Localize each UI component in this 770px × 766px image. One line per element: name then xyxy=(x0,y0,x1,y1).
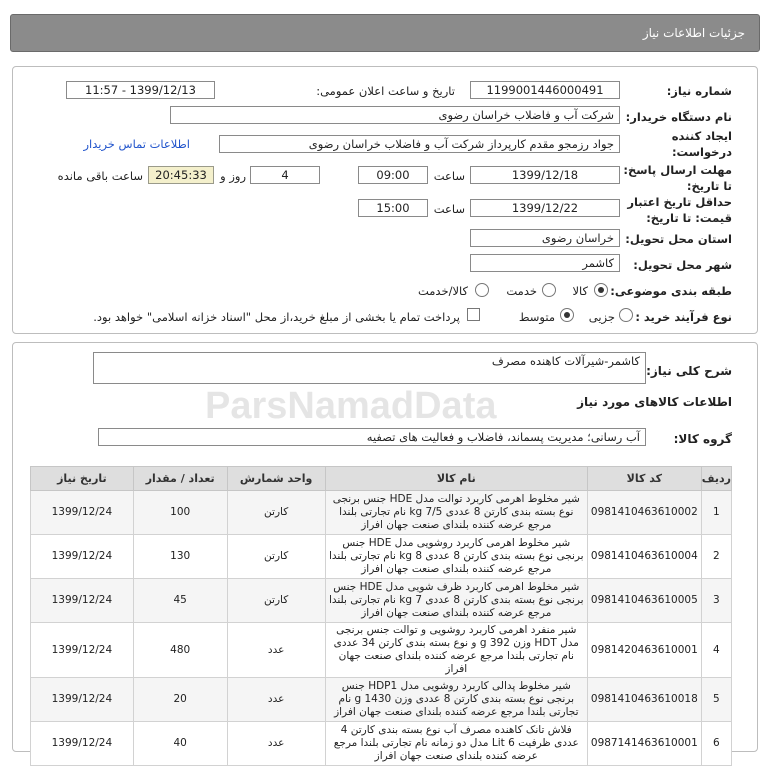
cell-name: شیر مخلوط اهرمی کاربرد توالت مدل HDE جنس برنجی نوع بسته بندی کارتن 8 عددی kg 7/5 نام تجارتی بلندا مرجع عرضه کننده بلندای صنعت جهان افراز xyxy=(325,491,587,535)
category-radio-goods-service[interactable] xyxy=(475,283,489,297)
items-section-title: اطلاعات کالاهای مورد نیاز xyxy=(577,395,732,409)
cell-row: 5 xyxy=(701,678,731,722)
days-field: 4 xyxy=(250,166,320,184)
goods-group-label: گروه کالا: xyxy=(673,432,732,446)
table-row[interactable] xyxy=(31,678,732,722)
table-row[interactable] xyxy=(31,623,732,678)
validity-label: حداقل تاریخ اعتبار xyxy=(627,195,732,209)
province-label: استان محل تحویل: xyxy=(625,232,732,246)
goods-group-field: آب رسانی؛ مدیریت پسماند، فاضلاب و فعالیت های تصفیه xyxy=(98,428,646,446)
deadline-time-field: 09:00 xyxy=(358,166,428,184)
remaining-time-field: 20:45:33 xyxy=(148,166,214,184)
table-row[interactable] xyxy=(31,535,732,579)
creator-field: جواد رزمجو مقدم کارپرداز شرکت آب و فاضلاب خراسان رضوی xyxy=(219,135,620,153)
cell-code: 0981410463610002 xyxy=(587,491,701,535)
province-field: خراسان رضوی xyxy=(470,229,620,247)
page-header xyxy=(10,14,760,52)
process-option-medium: متوسط xyxy=(518,310,555,324)
buyer-field: شرکت آب و فاضلاب خراسان رضوی xyxy=(170,106,620,124)
cell-row: 3 xyxy=(701,579,731,623)
col-date: تاریخ نیاز xyxy=(31,467,134,491)
table-row[interactable] xyxy=(31,491,732,535)
cell-unit: کارتن xyxy=(227,535,325,579)
treasury-payment-note: پرداخت تمام یا بخشی از مبلغ خرید،از محل "اسناد خزانه اسلامی" خواهد بود. xyxy=(93,310,460,324)
cell-date: 1399/12/24 xyxy=(31,491,134,535)
cell-date: 1399/12/24 xyxy=(31,579,134,623)
remaining-label: ساعت باقی مانده xyxy=(57,169,143,183)
validity-time-field: 15:00 xyxy=(358,199,428,217)
buyer-label: نام دستگاه خریدار: xyxy=(625,110,732,124)
need-number-label: شماره نیاز: xyxy=(666,84,732,98)
cell-row: 1 xyxy=(701,491,731,535)
cell-unit: کارتن xyxy=(227,491,325,535)
deadline-label: مهلت ارسال پاسخ: xyxy=(623,163,732,177)
deadline-label-2: تا تاریخ: xyxy=(686,179,732,193)
summary-field: کاشمر-شیرآلات کاهنده مصرف xyxy=(93,352,646,384)
page-title: جزئیات اطلاعات نیاز xyxy=(642,26,745,40)
cell-unit: عدد xyxy=(227,623,325,678)
cell-date: 1399/12/24 xyxy=(31,678,134,722)
cell-name: شیر مخلوط اهرمی کاربرد ظرف شویی مدل HDE جنس برنجی نوع بسته بندی کارتن 8 عددی kg 7 نام تجارتی بلندا مرجع عرضه کننده بلندای صنعت جهان افراز xyxy=(325,579,587,623)
cell-row: 4 xyxy=(701,623,731,678)
category-radio-goods[interactable] xyxy=(594,283,608,297)
validity-time-label: ساعت xyxy=(433,202,465,216)
category-label: طبقه بندی موضوعی: xyxy=(610,284,732,298)
cell-name: شیر مخلوط اهرمی کاربرد روشویی مدل HDE جنس برنجی نوع بسته بندی کارتن 8 عددی kg 8 نام تجارتی بلندا مرجع عرضه کننده بلندای صنعت جهان افراز xyxy=(325,535,587,579)
cell-name: شیر مخلوط پدالی کاربرد روشویی مدل HDP1 جنس برنجی نوع بسته بندی کارتن 8 عددی وزن 1430 g نام تجارتی بلندا مرجع عرضه کننده بلندای صنعت جهان افراز xyxy=(325,678,587,722)
cell-name: شیر منفرد اهرمی کاربرد روشویی و توالت جنس برنجی مدل HDT وزن g 392 و نوع بسته بندی کارتن 34 عددی نام تجارتی بلندا مرجع عرضه کننده بلندای صنعت جهان افراز xyxy=(325,623,587,678)
category-option-service: خدمت xyxy=(506,284,537,298)
col-row: ردیف xyxy=(701,467,731,491)
contact-buyer-link[interactable]: اطلاعات تماس خریدار xyxy=(83,137,190,151)
validity-label-2: قیمت: تا تاریخ: xyxy=(646,211,732,225)
process-radio-minor[interactable] xyxy=(619,308,633,322)
process-option-minor: جزیی xyxy=(588,310,615,324)
category-option-goods-service: کالا/خدمت xyxy=(417,284,468,298)
process-label: نوع فرآیند خرید : xyxy=(635,310,732,324)
cell-code: 0981410463610018 xyxy=(587,678,701,722)
items-table xyxy=(30,466,732,766)
col-qty: تعداد / مقدار xyxy=(133,467,227,491)
city-field: کاشمر xyxy=(470,254,620,272)
cell-unit: عدد xyxy=(227,722,325,766)
days-label: روز و xyxy=(220,169,246,183)
cell-qty: 480 xyxy=(133,623,227,678)
cell-code: 0981410463610004 xyxy=(587,535,701,579)
cell-qty: 20 xyxy=(133,678,227,722)
col-code: کد کالا xyxy=(587,467,701,491)
cell-row: 2 xyxy=(701,535,731,579)
cell-code: 0987141463610001 xyxy=(587,722,701,766)
cell-code: 0981420463610001 xyxy=(587,623,701,678)
creator-label-2: درخواست: xyxy=(671,145,732,159)
cell-date: 1399/12/24 xyxy=(31,623,134,678)
table-row[interactable] xyxy=(31,579,732,623)
cell-qty: 45 xyxy=(133,579,227,623)
treasury-payment-checkbox[interactable] xyxy=(467,308,480,321)
col-unit: واحد شمارش xyxy=(227,467,325,491)
cell-date: 1399/12/24 xyxy=(31,722,134,766)
table-row[interactable] xyxy=(31,722,732,766)
cell-unit: عدد xyxy=(227,678,325,722)
process-radio-medium[interactable] xyxy=(560,308,574,322)
cell-unit: کارتن xyxy=(227,579,325,623)
cell-qty: 100 xyxy=(133,491,227,535)
table-header-row xyxy=(31,467,732,491)
cell-qty: 40 xyxy=(133,722,227,766)
summary-label: شرح کلی نیاز: xyxy=(646,364,732,378)
cell-code: 0981410463610005 xyxy=(587,579,701,623)
category-radio-service[interactable] xyxy=(542,283,556,297)
cell-row: 6 xyxy=(701,722,731,766)
cell-name: فلاش تانک کاهنده مصرف آب نوع بسته بندی کارتن 4 عددی ظرفیت Lit 6 مدل دو زمانه نام تجارتی بلندا مرجع عرضه کننده بلندای صنعت جهان افراز xyxy=(325,722,587,766)
cell-date: 1399/12/24 xyxy=(31,535,134,579)
announce-field: 1399/12/13 - 11:57 xyxy=(66,81,215,99)
need-number-field: 1199001446000491 xyxy=(470,81,620,99)
deadline-time-label: ساعت xyxy=(433,169,465,183)
announce-label: تاریخ و ساعت اعلان عمومی: xyxy=(316,84,455,98)
category-option-goods: کالا xyxy=(572,284,588,298)
deadline-date-field: 1399/12/18 xyxy=(470,166,620,184)
city-label: شهر محل تحویل: xyxy=(633,258,732,272)
cell-qty: 130 xyxy=(133,535,227,579)
col-name: نام کالا xyxy=(325,467,587,491)
validity-date-field: 1399/12/22 xyxy=(470,199,620,217)
creator-label: ایجاد کننده xyxy=(671,129,732,143)
